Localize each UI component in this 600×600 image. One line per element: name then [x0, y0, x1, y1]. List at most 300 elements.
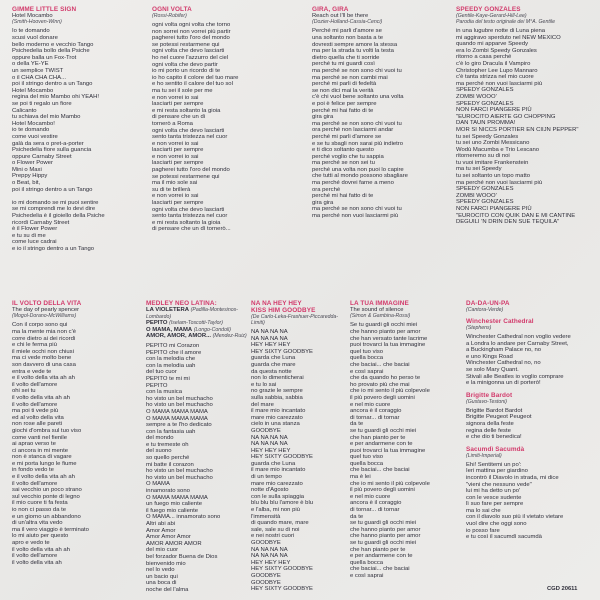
section-lyrics: [466, 408, 596, 441]
lyric-line: tornerò a Roma: [152, 120, 193, 127]
lyric-line: il volto della vita ah ah: [12, 546, 70, 553]
lyric-line: e non vorrei io sai: [152, 153, 199, 160]
lyric-line: ma ci vede molto bene: [12, 355, 72, 362]
lyric-line: nel lo vedo: [146, 567, 175, 574]
lyric-line: di pensare che un di: [152, 114, 206, 121]
lyric-line: O MAMA MAMA MAMA: [146, 494, 208, 501]
lyric-line: ho visto un bel muchacho: [146, 474, 213, 481]
lyric-line: pagherei tutto l'oro del mondo: [152, 35, 230, 42]
lyric-line: o Flower Power: [12, 160, 53, 167]
lyric-line: ma tu sei Speedy: [456, 166, 502, 173]
lyric-line: puoi trovarci la tua immagine: [350, 447, 426, 454]
lyric-line: del mondo: [146, 435, 174, 442]
lyric-line: e ho sentito il calore del tuo sol: [152, 81, 233, 88]
lyric-line: incontrò il Diavolo in strada, mi dice: [466, 474, 559, 481]
lyric-line: poi il stringo dentro a un Tango: [12, 186, 93, 193]
lyric-line: tu vuoi imitare Frankenstein: [456, 159, 529, 166]
song-credit: (Rossi-Robifer): [152, 13, 187, 19]
lyric-line: sulla sabbia, sabbia: [251, 394, 303, 401]
lyric-line: e la minigonna un di porterò!: [466, 380, 541, 387]
song-credit: (Smith-Hooven-Winn): [12, 19, 62, 26]
lyric-line: O MAMA MAMA MAMA: [146, 408, 208, 415]
lyric-line: cielo in una stanza: [251, 421, 300, 428]
song-title: LA TUA IMMAGINE: [350, 300, 409, 307]
lyric-line: corre dietro ai dei ricordi: [12, 335, 76, 342]
lyric-line: ci ancora in mi mente: [12, 447, 68, 454]
medley-part: [146, 320, 254, 327]
lyric-line: e tu così il sacumdì sacumdà: [466, 534, 542, 541]
song-lyrics: [251, 329, 347, 593]
lyric-line: ho visto un bel muchacho: [146, 402, 213, 409]
lyric-line: con la fantasia uah: [146, 428, 196, 435]
lyric-line: se poi ti regalo un fiore: [12, 100, 72, 107]
lyric-line: Mini o Maxi: [12, 166, 42, 173]
lyric-line: SPEEDY GONZALES: [456, 199, 514, 206]
song-credit-note: Parodia del testo originale dei M°A. Gentile: [456, 19, 555, 25]
lyric-line: da questa notte: [251, 368, 292, 375]
lyric-line: ma è lei: [350, 474, 371, 481]
lyric-line: DEGUILI 'N DRIN DEN SUE TEQUILA": [456, 219, 560, 226]
lyric-line: un semplice TWIST: [12, 67, 64, 74]
lyric-line: io mi domando se mi puoi sentire: [12, 199, 99, 206]
song-subtitle: KISS HIM GOODBYE: [251, 307, 316, 314]
lyric-line: di tornar... di tornar: [350, 507, 400, 514]
lyric-line: Christopher Lee Lupo Mannaro: [456, 67, 538, 74]
lyric-line: Con il corpo sono qui: [12, 322, 68, 329]
lyric-line: che da quando ho perso te: [350, 375, 421, 382]
lyric-line: GOODBYE: [251, 579, 281, 586]
lyric-line: Brigitte Bardot Bardot: [466, 407, 523, 414]
song-lyrics: [152, 22, 260, 233]
lyric-line: ogni volta ogni volta che torno: [152, 22, 231, 28]
lyric-line: Altri abi abi: [146, 521, 176, 527]
lyric-line: un bacio qui: [146, 573, 178, 580]
song-title: GIMME LITTLE SIGN: [12, 6, 77, 13]
section-credit: (Limiti-Imperial): [466, 452, 502, 459]
lyric-line: il mio cuore ti fa festa: [12, 500, 68, 507]
lyric-line: e così saprai: [350, 368, 384, 375]
lyric-line: il volto dell'amore: [12, 401, 58, 408]
medley-part-credit: (Longo-Condoli): [193, 326, 231, 333]
lyric-line: ogni volta che devo lasciarti: [152, 127, 225, 134]
lyric-line: ogni volta che devo partir: [152, 61, 218, 68]
lyric-line: HEY SIXTY GOODBYE: [251, 348, 313, 355]
lyric-line: Preppy Hippy: [12, 173, 48, 180]
song-credit: (De Carlo-Leka-Frashuer-Piccaredda-Limiti): [251, 314, 338, 326]
lyric-line: ritorno a casa perché: [456, 54, 512, 61]
lyric-line: poi il stringo dentro a un Tango: [12, 81, 93, 88]
lyric-line: lo mi aiuto per questo: [12, 533, 69, 540]
lyric-line: NA NA NA NA: [251, 546, 288, 553]
lyric-line: O MAMA MAMA MAMA: [146, 415, 208, 422]
song-title: IL VOLTO DELLA VITA: [12, 300, 82, 307]
lyric-line: io posso fare: [466, 527, 500, 534]
lyric-line: ancora è il coraggio: [350, 500, 402, 507]
lyric-line: come vanti nel fienile: [12, 434, 68, 441]
song-subtitle: The day of pearly spencer: [12, 307, 80, 313]
lyric-line: il volto dell'amore: [12, 553, 58, 560]
lyric-line: e poi è felice per sempre: [312, 100, 377, 107]
lyric-line: HEY HEY HEY: [251, 342, 291, 349]
lyric-line: O MAMA: [146, 481, 170, 488]
section-title: Winchester Cathedral: [466, 318, 534, 325]
lyric-line: MOR SI NICCS PORTIER EN CIIJN PEPPER": [456, 126, 579, 133]
lyric-line: quando mi apparve Speedy: [456, 41, 529, 48]
lyric-line: perché mi hai fatto di te: [312, 193, 374, 200]
lyric-line: che baciai... che baciai: [350, 467, 410, 474]
lyric-line: ai aprao verso te: [12, 441, 56, 448]
lyric-line: dovresti sempre amore la stessa: [312, 41, 398, 48]
lyric-line: PEPITO te mi mi: [146, 375, 190, 382]
lyric-line: io ho capito il colore del tuo mare: [152, 74, 239, 81]
lyric-line: in fondo vedo te: [12, 467, 54, 474]
lyric-line: che han pianto per te: [350, 546, 406, 553]
song-title: DA-DA-UN-PA: [466, 300, 510, 307]
lyric-line: non lo dimenticherai: [251, 375, 304, 382]
lyric-line: PEPITO: [146, 382, 168, 389]
lyric-line: son davvero di una casa: [12, 361, 76, 368]
lyric-line: "vieni che nessuno vede": [466, 481, 532, 488]
section-credit: (Stephens): [466, 325, 492, 331]
lyric-line: era lo Zombi Speedy Gonzales: [456, 47, 537, 54]
lyric-line: Perché mi parli d'amore se: [312, 28, 382, 35]
song-title: OGNI VOLTA: [152, 6, 192, 13]
lyric-line: e per andarmene con te: [350, 553, 413, 560]
lyric-line: tu sei uno Zombi Messicano: [456, 140, 530, 147]
lyric-line: che io mi sento il più colpevole: [350, 480, 430, 487]
lyric-line: ho provato più che mai: [350, 381, 410, 388]
lyric-line: NA NA NA NA: [251, 441, 288, 448]
lyric-line: e ti dico soltanto questo: [312, 147, 374, 154]
lyric-line: guarda che mare: [251, 361, 296, 368]
lyric-line: c'è chi vuol bene soltanto una volta: [312, 94, 404, 101]
lyric-line: e un giorno un abbandono: [12, 513, 81, 520]
lyric-line: e che dio ti benedica!: [466, 434, 522, 441]
lyric-line: Winchester Cathedral no, no: [466, 360, 541, 367]
lyric-line: e io il stringo dentro a un Tango: [12, 246, 95, 252]
lyric-line: Io te domando: [12, 28, 50, 35]
song-il-volto-della-vita: [12, 300, 140, 566]
lyric-line: Hotel Mocambo!: [12, 120, 55, 127]
song-ogni-volta: [152, 6, 260, 233]
lyric-line: Amor Amor: [146, 527, 176, 534]
lyric-line: galà da sera o pret-a-porter: [12, 140, 84, 147]
medley-part-head: AMOR, AMOR, AMOR...: [146, 333, 212, 340]
lyric-line: notte d'Agosto: [251, 487, 289, 494]
section-title: Brigitte Bardot: [466, 391, 513, 399]
song-lyrics: [456, 28, 596, 226]
lyric-line: PEPITO mi Corazon: [146, 342, 200, 349]
lyric-line: ed al volto della vita: [12, 414, 64, 421]
song-credit: (Mogol-Dorano-McWilliams): [12, 313, 77, 320]
section-lyrics: [466, 462, 596, 541]
lyric-line: Psichedelia fiore sulla guancia: [12, 147, 92, 154]
lyric-line: AMOR AMOR AMOR: [146, 540, 202, 547]
lyric-line: il più povero degli uomini: [350, 394, 415, 401]
medley-part: [146, 333, 254, 340]
section-credit: (Gustavo-Testoni): [466, 398, 508, 405]
lyric-line: HEY SIXTY GOODBYE: [251, 566, 313, 573]
lyric-line: gira gira: [312, 199, 334, 206]
lyric-line: apro e vedo te: [12, 540, 50, 546]
lyric-line: dietro quella che ti sorride: [312, 54, 380, 61]
lyric-line: Psichedelia bollo della Psiche: [12, 48, 90, 55]
lyric-line: se mi comprendi me lo devi dire: [12, 206, 96, 213]
lyric-line: ma poi ti vede più: [12, 408, 59, 415]
lyric-line: se potessi restarmene qui: [152, 173, 220, 180]
lyric-line: Psichedelia è il gioiello della Psiche: [12, 213, 105, 220]
lyric-line: SPEEDY GONZALES: [456, 87, 514, 94]
lyric-line: ancora è il coraggio: [350, 408, 402, 415]
lyric-line: non è stanca di vagare: [12, 454, 72, 461]
lyric-line: il fuego mio caliente: [146, 507, 199, 514]
lyric-line: il miele occhi non chiusi: [12, 348, 74, 355]
song-credit: (Dozier-Holland-Cassia-Cenci): [312, 19, 383, 26]
lyric-line: ma il mio sole sai: [152, 180, 198, 187]
section-lyrics: [466, 334, 596, 387]
song-subtitle: Hotel Mocambo: [12, 13, 53, 19]
song-da-da-un-pa: [466, 300, 596, 541]
lyric-line: NA NA NA NA: [251, 335, 288, 342]
lyric-line: se potessi restarmene qui: [152, 41, 220, 48]
lyric-line: O MAMA... innamorato sono: [146, 514, 221, 521]
lyric-line: ma perché se non sono chi vuoi tu: [312, 206, 402, 213]
lyric-line: ho visto un bel muchacho: [146, 395, 213, 402]
lyric-line: c'è lo giro Dracula il Vampiro: [456, 60, 531, 67]
lyric-line: Hotel Mocambo: [12, 87, 54, 94]
catalog-number: CGD 20611: [547, 586, 578, 592]
lyric-line: del mare: [251, 401, 274, 408]
lyric-line: puoi trovarci la tua immagine: [350, 342, 426, 349]
lyric-line: una soltanto non basta a te: [312, 35, 384, 41]
lyric-line: quel tuo viso: [350, 348, 384, 355]
lyric-line: del mio cuor: [146, 547, 179, 554]
lyric-line: se tu guardi gli occhi miei: [350, 520, 417, 527]
medley-part-credit: (Padilla-Montesinos-Lombardo): [146, 307, 238, 320]
lyric-line: che baciai... che baciai: [350, 361, 410, 368]
lyric-line: ma tu sei il sole per me: [152, 87, 213, 94]
medley-part: [146, 327, 254, 334]
lyric-line: NON FARCI PIANGERE PIÙ: [456, 206, 532, 213]
lyric-line: e tu lo sai: [251, 381, 277, 388]
song-credit: (Simon & Gambina-Rossi): [350, 313, 411, 320]
lyric-line: il volto dell'amore: [12, 381, 58, 388]
lyric-line: ma il vero viaggio è terminato: [12, 526, 89, 533]
lyric-line: il volto dell'amore: [12, 480, 58, 487]
lyric-line: so quello perché: [146, 455, 190, 462]
lyric-line: un fuego mio caliente: [146, 501, 202, 508]
song-lyrics: [350, 322, 470, 579]
lyric-line: innamorato sono: [146, 488, 190, 495]
song-lyrics: [12, 322, 140, 566]
medley-part: [146, 307, 254, 320]
song-na-na-hey-hey: [251, 300, 347, 593]
section-brigitte-bardot: [466, 392, 596, 441]
song-gimme-little-sign: [12, 6, 140, 253]
lyric-line: "EUROCITO AIERTE GO CHOPPING: [456, 113, 556, 120]
lyric-line: e nei nostri cuori: [251, 533, 295, 540]
song-speedy-gonzales: [456, 6, 596, 226]
lyric-line: come vuoi vestire: [12, 133, 58, 140]
lyric-line: io te domando: [12, 127, 50, 134]
lyric-line: l'immensità: [251, 513, 281, 520]
lyric-line: di quando mare, mare: [251, 520, 309, 527]
lyric-line: o della YE-YE: [12, 61, 49, 68]
lyric-line: con la melodia uah: [146, 362, 196, 369]
lyric-line: bienvenido mio: [146, 560, 186, 567]
lyric-line: Calicanto: [12, 107, 37, 114]
lyric-line: GOODBYE: [251, 540, 281, 546]
section-title: Sacumdì Sacumdà: [466, 445, 525, 453]
lyric-line: lui mi ha detto un po': [466, 488, 521, 495]
lyric-line: non sorrei non vorrei più partir: [152, 28, 231, 35]
lyric-line: di pensare che un dì tornerò...: [152, 226, 231, 233]
lyric-line: e mi resta soltanto la gioia: [152, 219, 221, 226]
lyric-line: con le sulla spiaggia: [251, 493, 305, 500]
song-subtitle: The sound of silence: [350, 307, 404, 313]
lyric-line: e uno Kings Road: [466, 353, 513, 360]
lyric-line: noche del l'alma: [146, 586, 189, 593]
lyric-line: pagherei tutto l'oro del mondo: [152, 167, 230, 174]
lyric-line: sai vecchio un poco strano: [12, 487, 82, 494]
song-subtitle: Reach out I'll be there: [312, 13, 369, 19]
lyric-line: da te: [350, 421, 364, 428]
lyric-line: o Beat, bit,: [12, 180, 41, 187]
lyric-line: NON FARCI PIANGERE PIÙ: [456, 107, 532, 114]
lyric-line: che hanno pianto per amor: [350, 329, 421, 335]
lyric-line: signora della feste: [466, 420, 514, 427]
lyric-line: guarda che Luna: [251, 460, 296, 467]
lyric-line: Ieri mattina per giardino: [466, 468, 528, 475]
lyric-line: e tu su di me: [12, 232, 46, 239]
song-lyrics: [312, 28, 452, 219]
song-gira-gira: [312, 6, 452, 220]
lyric-line: a Londra lo andare per Carnaby Street,: [466, 340, 569, 347]
lyric-line: ma perché se non cambi mai: [312, 74, 388, 81]
lyric-line: io non ci passo da te: [12, 507, 67, 514]
lyric-line: con le vesce sudente: [466, 494, 522, 501]
lyric-line: HEY SIXTY GOODBYE: [251, 586, 313, 593]
lyric-line: guarda che Luna: [251, 355, 296, 362]
lyric-line: mi batte il corazon: [146, 461, 194, 468]
lyric-line: Amor Amor Amor: [146, 534, 191, 541]
lyric-line: giochi d'ombra sul tuo viso: [12, 427, 82, 434]
lyric-line: se solo Mary Quant.: [466, 366, 519, 373]
lyric-line: una boca di: [146, 580, 177, 587]
lyric-line: o il CHA CHA CHA...: [12, 74, 67, 81]
lyric-line: Se tu guardi gli occhi miei: [350, 322, 418, 329]
lyric-line: di un tempo: [251, 474, 282, 481]
song-title: NA NA HEY HEY: [251, 300, 302, 307]
lyric-line: sale, sale su di noi: [251, 526, 300, 533]
lyric-line: e non vorrei io sai: [152, 140, 199, 147]
lyric-line: Ehi! Sentitemi un po':: [466, 461, 522, 468]
lyric-line: Brigitte Peugeot Peugeot: [466, 414, 532, 421]
lyric-line: ma perché se non sei tu: [312, 160, 375, 167]
lyric-line: ora perché non lasciarmi andar: [312, 127, 394, 134]
lyric-line: lasciarti per sempre: [152, 160, 204, 167]
lyric-line: bello moderno e vecchio Tango: [12, 41, 94, 48]
lyric-line: blu blu blu l'amore è blu: [251, 500, 314, 507]
song-medley-neo-latina: [146, 300, 254, 594]
lyric-line: e il volto della vita ah ah: [12, 474, 75, 481]
lyric-line: se non dici mai la verità: [312, 87, 374, 94]
lyric-line: mi aggiravo sperduto nel NEW MEXICO: [456, 34, 561, 41]
lyric-line: il volto della vita ah: [12, 559, 62, 566]
lyric-line: NA NA NA NA: [251, 329, 288, 335]
lyric-line: ohi sei tu: [12, 388, 36, 395]
song-title: SPEEDY GONZALES: [456, 6, 521, 13]
song-credit: (Gentile-Kaye-Gerard-Hill-Lee): [456, 13, 527, 19]
section-winchester-cathedral: [466, 318, 596, 387]
lyric-line: perché tu mi guardi così: [312, 61, 375, 68]
lyric-line: Wodù Macumba e Trio Lescano: [456, 146, 540, 153]
lyric-line: oppure balla un Fox-Trot: [12, 54, 77, 61]
lyric-line: e nel mio cuore: [350, 401, 391, 408]
lyric-line: con la musica: [146, 389, 183, 396]
lyric-line: mare mio carezzato: [251, 480, 303, 487]
lyric-line: e mi porta lungo le fiume: [12, 460, 77, 467]
lyric-line: ricordi Carnaby Street: [12, 219, 70, 226]
lyric-line: SPEEDY GONZALES: [456, 186, 514, 193]
medley-part-head: O MAMA, MAMA: [146, 326, 193, 333]
lyric-line: è il Flower Power: [12, 226, 58, 233]
lyric-line: PEPITO che il amore: [146, 349, 202, 356]
lyric-line: io mi porto un ricordo di te: [152, 68, 221, 75]
lyric-line: di tornar... di tornar: [350, 414, 400, 421]
song-lyrics: [12, 28, 140, 252]
lyric-line: ma perché non vuoi lasciarmi più: [456, 80, 543, 87]
lyric-line: DAN TAUN PROMMA!: [456, 120, 516, 127]
lyric-line: ho visto un bel muchacho: [146, 468, 213, 475]
lyric-line: ma perché non vuoi lasciarmi più: [312, 213, 399, 220]
lyric-line: che hanno pianto per amor: [350, 533, 421, 540]
lyric-line: lasciarti per sempre: [152, 101, 204, 108]
lyric-line: oppure Carnaby Street: [12, 153, 72, 160]
song-title: GIRA, GIRA: [312, 6, 349, 13]
lyric-line: HEY SIXTY GOODBYE: [251, 454, 313, 461]
lyric-line: che baciai... che baciai: [350, 566, 410, 573]
lyric-line: sul vecchio ponte di legno: [12, 493, 80, 500]
lyric-line: tu schiava del mio Mambo: [12, 114, 81, 121]
lyric-line: GOODBYE: [251, 572, 281, 579]
lyric-line: ma perché non vuoi lasciarmi più: [456, 179, 543, 186]
lyric-line: perché mi parli d'amore se: [312, 133, 382, 140]
lyric-line: ma lo sai che: [466, 507, 501, 514]
lyric-line: e così saprai: [350, 572, 384, 579]
lyric-line: GOODBYE: [251, 427, 281, 434]
lyric-line: da te: [350, 513, 364, 520]
lyric-line: ho nel cuore l'azzurro del ciel: [152, 54, 229, 61]
lyric-line: quella bocca: [350, 559, 384, 566]
lyric-line: e per andarmene con te: [350, 441, 413, 448]
lyric-line: c'è tanta strizza nel mio cuore: [456, 74, 534, 81]
lyric-line: il volto della vita ah ah: [12, 394, 70, 401]
lyric-line: con la melodia che: [146, 356, 196, 363]
lyric-line: del suono: [146, 448, 172, 455]
lyric-line: perché una volta non puoi lo capire: [312, 166, 404, 173]
medley-part-credit: (Iselam-Toscotti-Taylor): [169, 320, 223, 327]
lyric-line: come luce cadrai: [12, 239, 57, 246]
lyric-line: NA NA NA NA: [251, 434, 288, 441]
lyric-line: sento tanta tristezza nel cuor: [152, 213, 228, 220]
song-la-tua-immagine: [350, 300, 470, 580]
lyric-line: con il diavolo suo più il vietato vietare: [466, 514, 564, 521]
lyric-line: Winchester Cathedral non voglio vedere: [466, 334, 571, 340]
lyric-line: ogni volta che devo lasciarti: [152, 206, 225, 213]
medley-part-head: LA VIOLETERA: [146, 307, 189, 313]
lyric-line: lasciarti per sempre: [152, 147, 204, 154]
